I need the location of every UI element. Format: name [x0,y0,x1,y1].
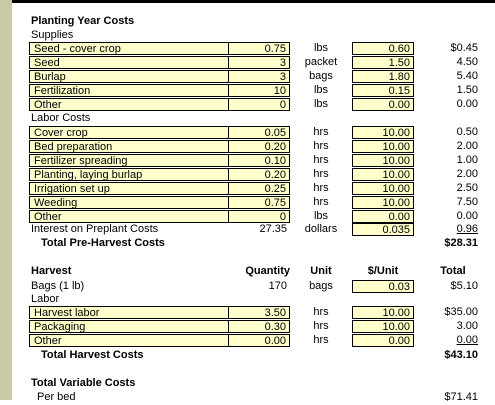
labor-unit: lbs [313,210,329,222]
labor-label-input[interactable]: Bed preparation [29,140,236,153]
supply-row [0,97,495,112]
harvest-labor-qty-input[interactable]: 0.30 [228,320,290,333]
harvest-labor-rate-input[interactable]: 0.00 [352,334,414,347]
labor-row [0,153,495,168]
labor-rate-input[interactable]: 10.00 [352,140,414,153]
harvest-labor-rate-input[interactable]: 10.00 [352,306,414,319]
harvest-labor-label-input[interactable]: Packaging [29,320,236,333]
labor-qty-input[interactable]: 0.75 [228,196,290,209]
supplies-label: Supplies [31,29,74,41]
harvest-labor-total: 0.00 [456,334,478,346]
column-header-total: Total [440,265,466,277]
harvest-labor-label-input[interactable]: Other [29,334,236,347]
labor-total: 0.00 [456,210,478,222]
supply-label-input[interactable]: Seed [29,56,236,69]
harvest-labor-row [0,319,495,334]
column-header-rate: $/Unit [367,265,399,277]
labor-rate-input[interactable]: 10.00 [352,154,414,167]
harvest-labor-total: 3.00 [456,320,478,332]
column-header-unit: Unit [310,265,332,277]
harvest-total-value: $43.10 [444,349,478,361]
labor-row [0,167,495,182]
labor-unit: hrs [313,154,329,166]
labor-unit: hrs [313,140,329,152]
labor-qty-input[interactable]: 0.05 [228,126,290,139]
section-header-row [0,14,495,29]
labor-total: 2.00 [456,168,478,180]
supply-rate-input[interactable]: 0.60 [352,42,414,55]
labor-qty-input[interactable]: 0.25 [228,182,290,195]
harvest-labor-unit: hrs [313,306,329,318]
supply-qty-input[interactable]: 0.75 [228,42,290,55]
supply-rate-input[interactable]: 1.50 [352,56,414,69]
harvest-total-row [0,348,495,363]
harvest-labor-row [0,305,495,320]
per-bed-row [0,390,495,405]
harvest-total-label: Total Harvest Costs [41,349,144,361]
interest-rate-input[interactable]: 0.035 [352,223,414,236]
supply-label-input[interactable]: Fertilization [29,84,236,97]
harvest-labor-unit: hrs [313,334,329,346]
supply-row [0,69,495,84]
bags-label: Bags (1 lb) [31,280,85,292]
supply-unit: bags [309,70,333,82]
harvest-labor-qty-input[interactable]: 3.50 [228,306,290,319]
per-bed-value: $71.41 [444,391,478,403]
labor-row [0,195,495,210]
interest-total: 0.96 [456,223,478,235]
interest-row [0,222,495,237]
labor-qty-input[interactable]: 0.10 [228,154,290,167]
interest-unit: dollars [304,223,338,235]
bags-total: $5.10 [450,280,478,292]
bags-rate-input[interactable]: 0.03 [352,280,414,293]
supply-label-input[interactable]: Other [29,98,236,111]
labor-total: 7.50 [456,196,478,208]
supply-row [0,55,495,70]
supply-unit: lbs [313,42,329,54]
supply-qty-input[interactable]: 0 [228,98,290,111]
labor-label-input[interactable]: Fertilizer spreading [29,154,236,167]
labor-row [0,125,495,140]
supply-row [0,41,495,56]
harvest-labor-unit: hrs [313,320,329,332]
section-title-harvest: Harvest [31,265,72,277]
supply-rate-input[interactable]: 0.00 [352,98,414,111]
section-title-planting: Planting Year Costs [31,15,135,27]
supply-total: 0.00 [456,98,478,110]
labor-unit: hrs [313,196,329,208]
supply-unit: lbs [313,98,329,110]
top-border [12,0,495,3]
labor-unit: hrs [313,182,329,194]
labor-total: 0.50 [456,126,478,138]
harvest-labor-rate-input[interactable]: 10.00 [352,320,414,333]
labor-rate-input[interactable]: 10.00 [352,126,414,139]
subsection-row [0,111,495,126]
supply-rate-input[interactable]: 1.80 [352,70,414,83]
supply-label-input[interactable]: Burlap [29,70,236,83]
supply-qty-input[interactable]: 3 [228,70,290,83]
supply-total: 5.40 [456,70,478,82]
supply-qty-input[interactable]: 10 [228,84,290,97]
harvest-labor-total: $35.00 [444,306,478,318]
labor-label-input[interactable]: Irrigation set up [29,182,236,195]
labor-qty-input[interactable]: 0.20 [228,168,290,181]
bags-qty: 170 [268,280,287,292]
variable-header-row [0,376,495,391]
supply-qty-input[interactable]: 3 [228,56,290,69]
supply-total: 1.50 [456,84,478,96]
labor-rate-input[interactable]: 10.00 [352,196,414,209]
harvest-labor-qty-input[interactable]: 0.00 [228,334,290,347]
labor-qty-input[interactable]: 0 [228,210,290,223]
labor-rate-input[interactable]: 10.00 [352,182,414,195]
per-bed-label: Per bed [37,391,76,403]
supply-total: $0.45 [450,42,478,54]
harvest-header-row [0,264,495,279]
supply-label-input[interactable]: Seed - cover crop [29,42,236,55]
pre-harvest-total-value: $28.31 [444,237,478,249]
supply-unit: packet [304,56,338,68]
interest-qty: 27.35 [259,223,287,235]
labor-total: 2.50 [456,182,478,194]
labor-rate-input[interactable]: 0.00 [352,210,414,223]
column-header-quantity: Quantity [245,265,290,277]
harvest-labor-label-input[interactable]: Harvest labor [29,306,236,319]
harvest-labor-row [0,333,495,348]
labor-costs-label: Labor Costs [31,112,91,124]
labor-unit: hrs [313,126,329,138]
labor-label-input[interactable]: Cover crop [29,126,236,139]
supply-total: 4.50 [456,56,478,68]
supply-unit: lbs [313,84,329,96]
supply-rate-input[interactable]: 0.15 [352,84,414,97]
pre-harvest-total-label: Total Pre-Harvest Costs [41,237,165,249]
bags-unit: bags [309,280,333,292]
labor-qty-input[interactable]: 0.20 [228,140,290,153]
harvest-labor-label: Labor [31,293,60,305]
labor-row [0,181,495,196]
labor-label-input[interactable]: Other [29,210,236,223]
labor-unit: hrs [313,168,329,180]
interest-label: Interest on Preplant Costs [31,223,159,235]
labor-total: 1.00 [456,154,478,166]
labor-total: 2.00 [456,140,478,152]
section-title-variable: Total Variable Costs [31,377,136,389]
labor-label-input[interactable]: Weeding [29,196,236,209]
pre-harvest-total-row [0,236,495,251]
labor-label-input[interactable]: Planting, laying burlap [29,168,236,181]
labor-row [0,139,495,154]
supply-row [0,83,495,98]
labor-rate-input[interactable]: 10.00 [352,168,414,181]
